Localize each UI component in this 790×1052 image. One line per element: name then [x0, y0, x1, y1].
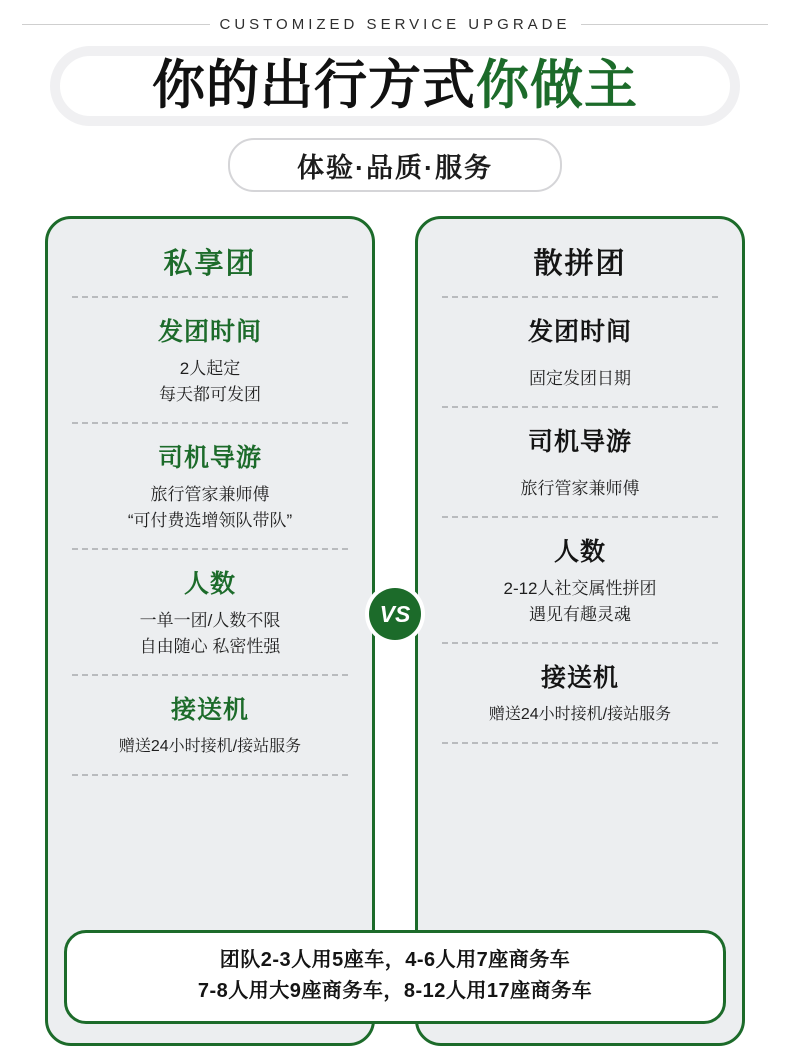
feature-line: 遇见有趣灵魂: [529, 605, 631, 624]
feature-line: 赠送24小时接机/接站服务: [118, 738, 302, 755]
vehicle-note-line-2: 7-8人用大9座商务车，8-12人用17座商务车: [197, 980, 593, 1002]
divider: [442, 642, 718, 644]
divider: [442, 742, 718, 744]
eyebrow-row: [0, 10, 790, 38]
feature-title: 发团时间: [157, 318, 262, 346]
feature-group-size-private: [66, 564, 354, 660]
eyebrow-text: CUSTOMIZED SERVICE UPGRADE: [210, 16, 581, 33]
feature-guide-shared: [436, 422, 724, 502]
feature-title: 接送机: [170, 696, 249, 724]
vehicle-note-line-1: 团队2-3人用5座车，4-6人用7座商务车: [219, 949, 571, 971]
vehicle-note: [64, 930, 726, 1024]
feature-title: 人数: [183, 570, 236, 598]
divider: [442, 296, 718, 298]
page-title-part2: 你做主: [476, 55, 638, 116]
page-title: [0, 40, 790, 132]
divider: [72, 674, 348, 676]
feature-title: 人数: [553, 538, 606, 566]
spacer: [436, 466, 724, 476]
feature-line: 每天都可发团: [159, 385, 261, 404]
feature-transfer-shared: [436, 658, 724, 728]
subtitle-text: 体验·品质·服务: [297, 152, 493, 183]
feature-line: 2-12人社交属性拼团: [503, 579, 657, 598]
feature-transfer-private: [66, 690, 354, 760]
title-wrap: [0, 40, 790, 132]
feature-line: “可付费选增领队带队”: [127, 511, 293, 530]
feature-departure-shared: [436, 312, 724, 392]
plan-card-private: [45, 216, 375, 1046]
eyebrow-divider-right: [578, 24, 768, 25]
plan-title-private: 私享团: [163, 248, 257, 280]
divider: [72, 548, 348, 550]
divider: [442, 406, 718, 408]
divider: [72, 774, 348, 776]
eyebrow-divider-left: [22, 24, 212, 25]
feature-title: 接送机: [540, 664, 619, 692]
divider: [442, 516, 718, 518]
divider: [72, 422, 348, 424]
feature-line: 赠送24小时接机/接站服务: [488, 706, 672, 723]
comparison-section: [45, 216, 745, 1046]
feature-line: 一单一团/人数不限: [139, 611, 281, 630]
feature-title: 司机导游: [527, 428, 632, 456]
feature-departure-private: [66, 312, 354, 408]
spacer: [436, 356, 724, 366]
feature-line: 固定发团日期: [529, 369, 631, 388]
feature-line: 2人起定: [179, 359, 241, 378]
plan-card-shared: [415, 216, 745, 1046]
vs-badge: VS: [369, 588, 421, 640]
feature-guide-private: [66, 438, 354, 534]
feature-title: 发团时间: [527, 318, 632, 346]
feature-line: 旅行管家兼师傅: [150, 485, 270, 504]
feature-title: 司机导游: [157, 444, 262, 472]
feature-group-size-shared: [436, 532, 724, 628]
subtitle-pill: [228, 138, 562, 192]
plan-title-shared: 散拼团: [533, 248, 627, 280]
header: [0, 0, 790, 192]
page-title-part1: 你的出行方式: [152, 55, 476, 116]
feature-line: 旅行管家兼师傅: [520, 479, 640, 498]
divider: [72, 296, 348, 298]
feature-line: 自由随心 私密性强: [139, 637, 281, 656]
